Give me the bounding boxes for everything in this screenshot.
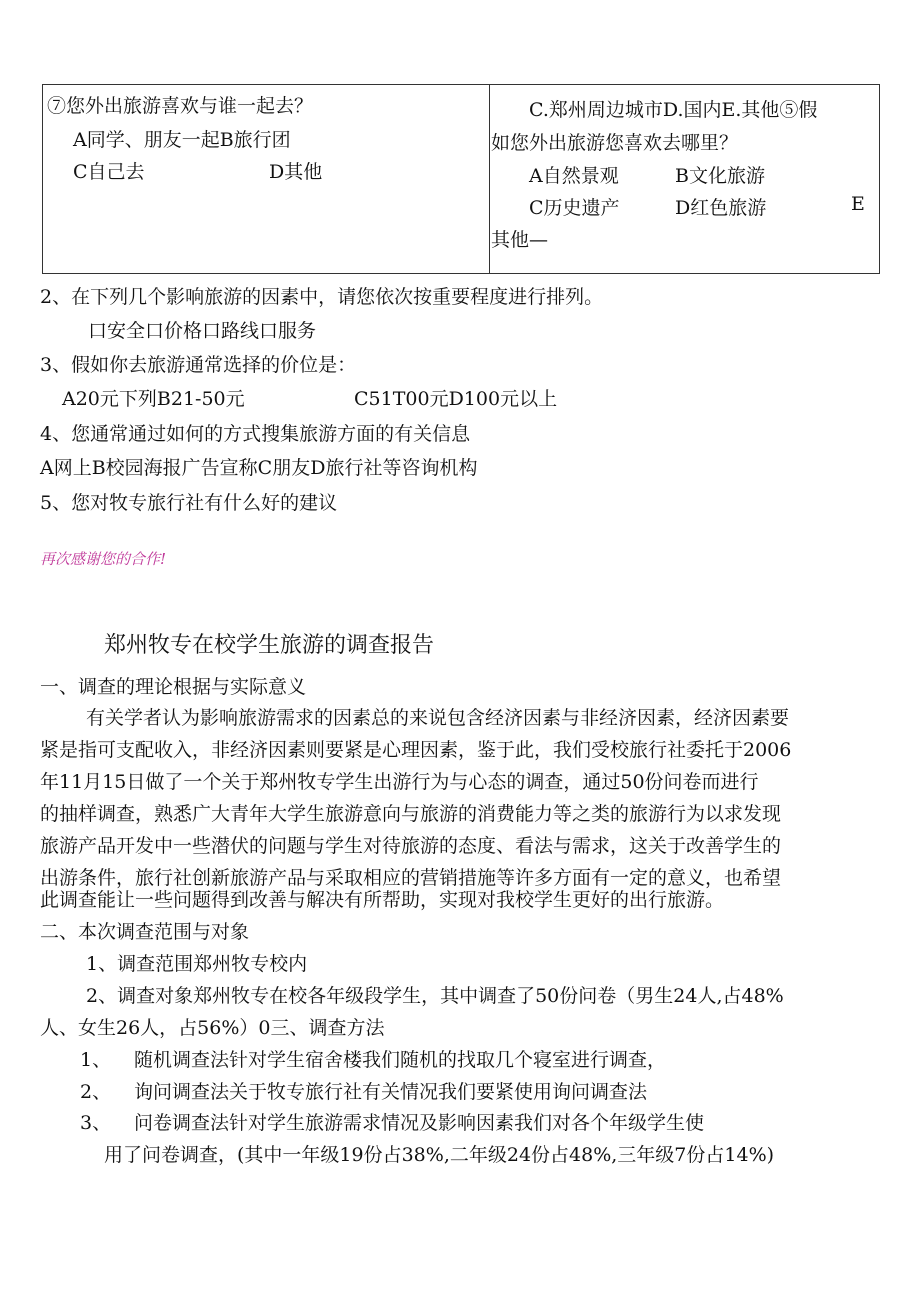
table-right-option-d: D红色旅游	[675, 197, 767, 219]
method-number: 3、	[80, 1112, 112, 1134]
method-text: 随机调查法针对学生宿舍楼我们随机的找取几个寝室进行调查，	[134, 1049, 667, 1071]
section-2-heading: 二、本次调查范围与对象	[40, 921, 250, 943]
section-1-line: 有关学者认为影响旅游需求的因素总的来说包含经济因素与非经济因素，经济因素要	[86, 707, 790, 729]
method-last-line: 用了问卷调查，(其中一年级19份占38%,二年级24份占48%,三年级7份占14%)	[104, 1144, 775, 1166]
question-2: 2、在下列几个影响旅游的因素中，请您依次按重要程度进行排列。	[40, 286, 604, 308]
table-right-line-1: C.郑州周边城市D.国内E.其他⑤假	[529, 99, 818, 121]
question-3-options-ab: A20元下列B21-50元	[62, 388, 245, 410]
table-right-question: 如您外出旅游您喜欢去哪里？	[491, 132, 739, 154]
question-table	[42, 84, 880, 274]
method-number: 1、	[80, 1049, 112, 1071]
section-1-line: 此调查能让一些问题得到改善与解决有所帮助，实现对我校学生更好的出行旅游。	[40, 889, 725, 911]
table-divider	[489, 85, 490, 273]
section-2-line: 2、调查对象郑州牧专在校各年级段学生，其中调查了50份问卷（男生24人,占48%	[86, 985, 784, 1007]
table-right-option-e: E	[851, 193, 865, 215]
thanks-note: 再次感谢您的合作!	[40, 550, 167, 568]
question-5: 5、您对牧专旅行社有什么好的建议	[40, 492, 338, 514]
method-text: 问卷调查法针对学生旅游需求情况及影响因素我们对各个年级学生使	[134, 1112, 705, 1134]
question-3: 3、假如你去旅游通常选择的价位是：	[40, 354, 357, 376]
table-right-option-b: B文化旅游	[675, 165, 765, 187]
section-1-heading: 一、调查的理论根据与实际意义	[40, 676, 307, 698]
table-left-option-d: D其他	[269, 161, 323, 183]
question-3-options-cd: C51T00元D100元以上	[354, 388, 558, 410]
section-1-line: 出游条件，旅行社创新旅游产品与采取相应的营销措施等许多方面有一定的意义，也希望	[40, 867, 782, 889]
section-2-line: 1、调查范围郑州牧专校内	[86, 953, 308, 975]
section-1-line: 年11月15日做了一个关于郑州牧专学生出游行为与心态的调查，通过50份问卷而进行	[40, 771, 759, 793]
section-1-line: 旅游产品开发中一些潜伏的问题与学生对待旅游的态度、看法与需求，这关于改善学生的	[40, 835, 782, 857]
question-2-options: 口安全口价格口路线口服务	[88, 320, 317, 342]
table-left-option-ab: A同学、朋友一起B旅行团	[73, 129, 291, 151]
table-right-option-a: A自然景观	[529, 165, 619, 187]
table-right-option-c: C历史遗产	[529, 197, 620, 219]
method-number: 2、	[80, 1081, 112, 1103]
question-4: 4、您通常通过如何的方式搜集旅游方面的有关信息	[40, 423, 471, 445]
table-left-option-c: C自己去	[73, 161, 145, 183]
table-right-option-e-text: 其他—	[491, 229, 549, 251]
section-1-line: 紧是指可支配收入，非经济因素则要紧是心理因素，鉴于此，我们受校旅行社委托于2006	[40, 739, 792, 761]
table-left-question: ⑦您外出旅游喜欢与谁一起去？	[47, 95, 314, 117]
question-4-options: A网上B校园海报广告宣称C朋友D旅行社等咨询机构	[40, 457, 478, 479]
section-1-line: 的抽样调查，熟悉广大青年大学生旅游意向与旅游的消费能力等之类的旅游行为以求发现	[40, 803, 782, 825]
section-2-line: 人、女生26人，占56%）0三、调查方法	[40, 1017, 385, 1039]
method-text: 询问调查法关于牧专旅行社有关情况我们要紧使用询问调查法	[134, 1081, 648, 1103]
report-title: 郑州牧专在校学生旅游的调查报告	[104, 633, 435, 658]
